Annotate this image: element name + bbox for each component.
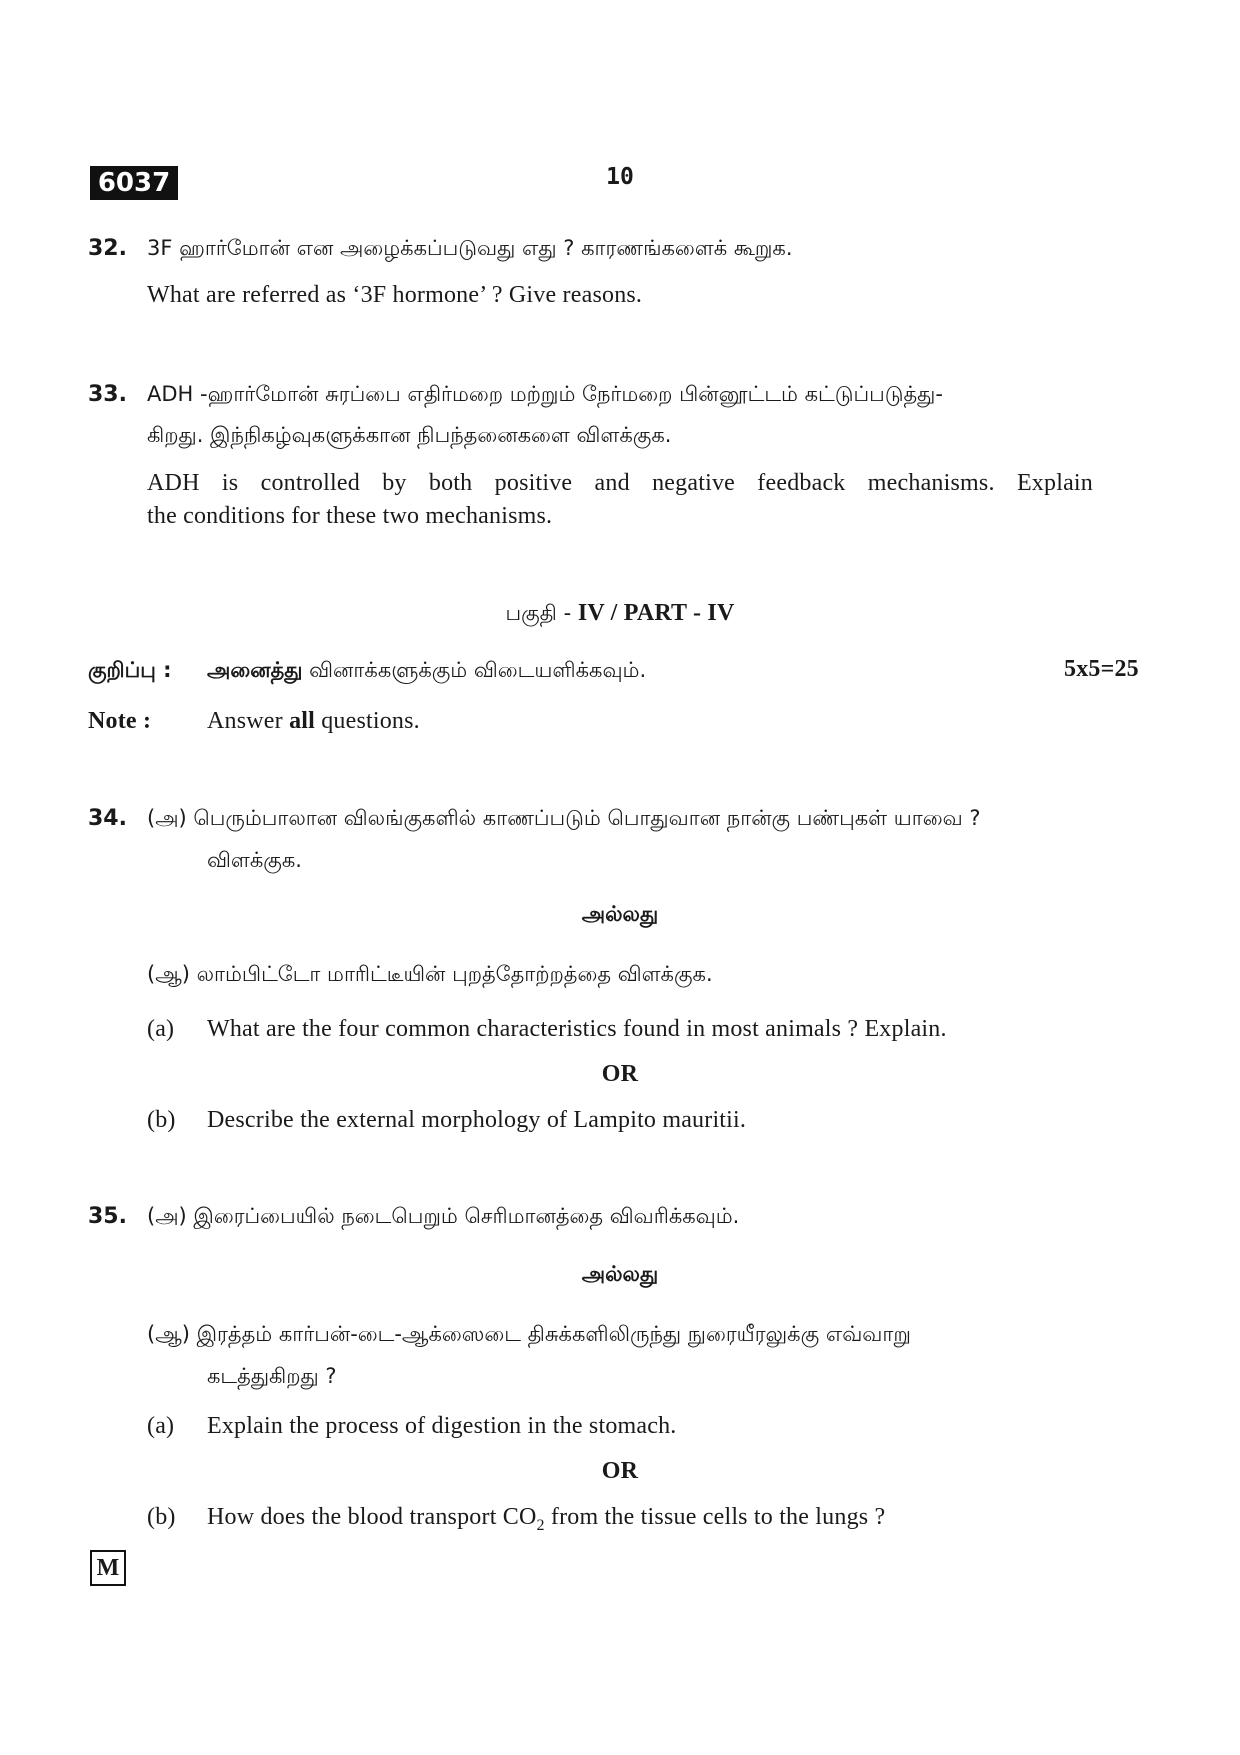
q34-or-tamil: அல்லது [581, 902, 659, 926]
question-number-34: 34. [88, 806, 127, 831]
page-number: 10 [606, 164, 634, 190]
q35-or-english: OR [601, 1458, 639, 1484]
question-number-33: 33. [88, 382, 127, 407]
note-english-bold: all [289, 708, 315, 734]
q35-b-label: (b) [147, 1504, 176, 1530]
note-tamil-bold: அனைத்து [207, 658, 303, 682]
q34-or-english: OR [601, 1061, 639, 1087]
co2-subscript: 2 [536, 1516, 545, 1534]
note-tamil-rest: வினாக்களுக்கும் விடையளிக்கவும். [309, 658, 647, 682]
note-english-label: Note : [88, 708, 152, 734]
note-tamil-text [207, 658, 646, 685]
q35-b-tamil-line1: (ஆ) இரத்தம் கார்பன்-டை-ஆக்ஸைடை திசுக்களிலிருந்து நுரையீரலுக்கு எவ்வாறு [147, 1322, 911, 1346]
q33-tamil-line2: கிறது. இந்நிகழ்வுகளுக்கான நிபந்தனைகளை விளக்குக. [147, 423, 672, 447]
q35-a-english: Explain the process of digestion in the stomach. [207, 1413, 677, 1439]
q35-or-tamil: அல்லது [581, 1262, 659, 1286]
q32-tamil: 3F ஹார்மோன் என அழைக்கப்படுவது எது ? காரணங்களைக் கூறுக. [147, 236, 793, 260]
q34-b-english: Describe the external morphology of Lampito mauritii. [207, 1107, 747, 1133]
q35-b-english: How does the blood transport $CO_2$ from the tissue cells to the lungs ? [207, 1504, 886, 1534]
q35-b-tamil-line2: கடத்துகிறது ? [207, 1364, 337, 1388]
q34-b-label: (b) [147, 1107, 176, 1133]
q35-a-label: (a) [147, 1413, 175, 1439]
q34-a-english: What are the four common characteristics found in most animals ? Explain. [207, 1016, 947, 1042]
medium-mark-box: M [90, 1550, 126, 1586]
q35-a-tamil: (அ) இரைப்பையில் நடைபெறும் செரிமானத்தை விவரிக்கவும். [147, 1204, 740, 1228]
part-heading-tamil: பகுதி - [505, 601, 578, 625]
part-heading-english: IV / PART - IV [577, 600, 735, 626]
q34-a-tamil-line1: (அ) பெரும்பாலான விலங்குகளில் காணப்படும் பொதுவான நான்கு பண்புகள் யாவை ? [147, 806, 981, 830]
q33-english-line1: ADH is controlled by both positive and negative feedback mechanisms. Explain [147, 470, 1093, 496]
question-number-32: 32. [88, 236, 127, 261]
q34-a-tamil-line2: விளக்குக. [207, 848, 302, 872]
note-english-text: Answer all questions. [207, 708, 420, 734]
part-heading [0, 600, 1240, 628]
q34-a-label: (a) [147, 1016, 175, 1042]
q33-tamil-line1: ADH -ஹார்மோன் சுரப்பை எதிர்மறை மற்றும் நேர்மறை பின்னூட்டம் கட்டுப்படுத்து- [147, 382, 943, 406]
note-tamil-label: குறிப்பு : [88, 658, 172, 682]
marks-allocation: 5x5=25 [1064, 656, 1139, 682]
q33-english-line2: the conditions for these two mechanisms. [147, 503, 553, 529]
q32-english: What are referred as ‘3F hormone’ ? Give reasons. [147, 282, 643, 308]
paper-code-badge: 6037 [90, 166, 178, 200]
question-number-35: 35. [88, 1204, 127, 1229]
q34-b-tamil: (ஆ) லாம்பிட்டோ மாரிட்டீயின் புறத்தோற்றத்தை விளக்குக. [147, 962, 713, 986]
